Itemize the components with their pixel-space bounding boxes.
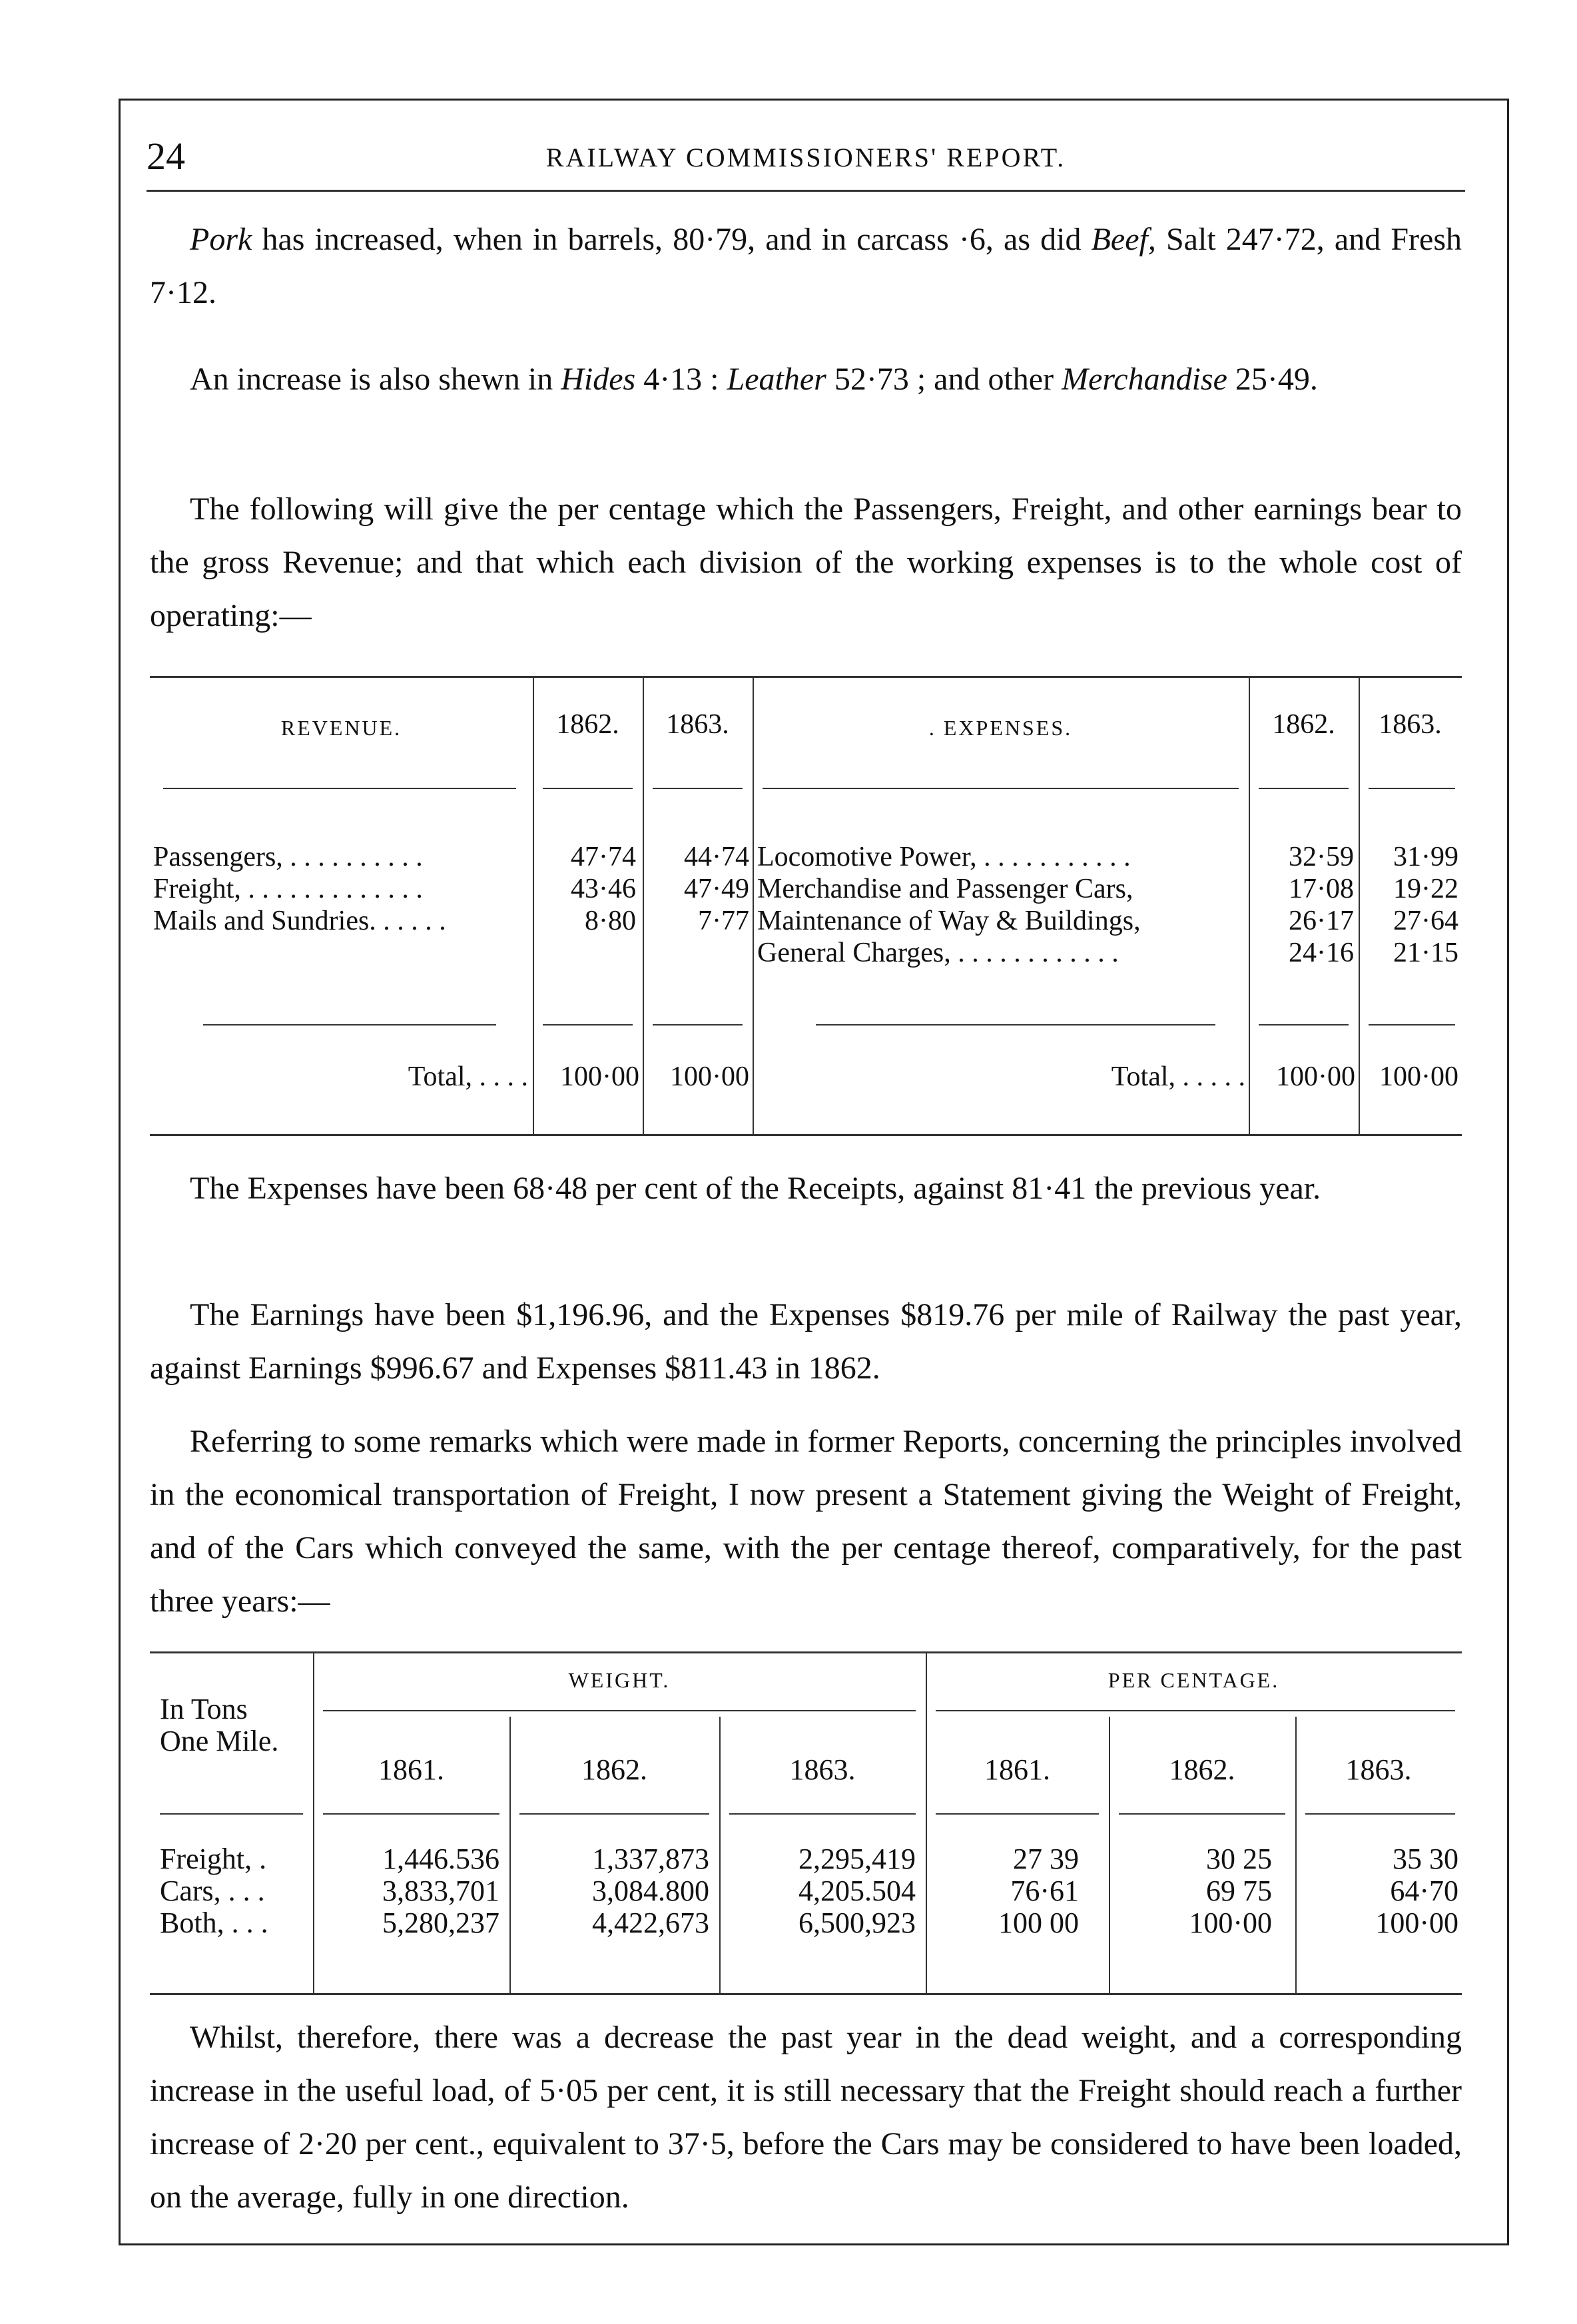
- expenses-year-1863: 1863.: [1379, 709, 1442, 740]
- cars-row-w1861: 3,833,701: [382, 1875, 499, 1907]
- expense-row-1863: 19·22: [1393, 874, 1458, 904]
- paragraph-percentage-intro: The following will give the per centage which the Passengers, Freight, and other earnings bear to the gross Revenue; and that which each division of the working expenses is to the whole cost of operating:—: [150, 491, 1462, 633]
- revenue-row-label: Freight, . . . . . . . . . . . . .: [153, 874, 423, 904]
- cars-row-w1863: 4,205.504: [798, 1875, 916, 1907]
- expense-row-label: Locomotive Power, . . . . . . . . . . .: [757, 842, 1131, 872]
- paragraph-pork: Pork has increased, when in barrels, 80·79, and in carcass ·6, as did Beef, Salt 247·72, and Fresh 7·12.: [150, 222, 1462, 310]
- stub-header-mile: One Mile.: [160, 1725, 279, 1757]
- revenue-row-label: Passengers, . . . . . . . . . .: [153, 842, 423, 872]
- freight-row-p1862: 30 25: [1206, 1843, 1272, 1875]
- leather-term: Leather: [727, 362, 826, 397]
- revenue-total-1862: 100·00: [560, 1061, 639, 1092]
- freight-row-label: Freight, .: [160, 1843, 267, 1875]
- both-row-p1861: 100 00: [998, 1906, 1079, 1939]
- beef-term: Beef,: [1091, 222, 1156, 257]
- cars-row-p1861: 76·61: [1010, 1875, 1079, 1907]
- both-row-w1861: 5,280,237: [382, 1906, 499, 1939]
- revenue-year-1862: 1862.: [556, 709, 619, 740]
- page-header: [147, 130, 1465, 192]
- expenses-header: . EXPENSES.: [928, 716, 1073, 740]
- expense-row-label: General Charges, . . . . . . . . . . . .: [757, 938, 1119, 968]
- percentage-year-1863: 1863.: [1345, 1753, 1412, 1786]
- cars-row-label: Cars, . . .: [160, 1875, 265, 1907]
- both-row-w1863: 6,500,923: [798, 1906, 916, 1939]
- weight-header: WEIGHT.: [568, 1668, 671, 1692]
- expense-row-1863: 27·64: [1393, 906, 1458, 936]
- expense-total-1862: 100·00: [1276, 1061, 1355, 1092]
- weight-year-1863: 1863.: [789, 1753, 856, 1786]
- merchandise-term: Merchandise: [1062, 362, 1227, 397]
- weight-year-1862: 1862.: [581, 1753, 647, 1786]
- freight-row-p1863: 35 30: [1393, 1843, 1458, 1875]
- revenue-row-1862: 47·74: [571, 842, 636, 872]
- revenue-row-1863: 47·49: [684, 874, 749, 904]
- expense-row-1862: 17·08: [1289, 874, 1354, 904]
- percentage-year-1861: 1861.: [984, 1753, 1050, 1786]
- revenue-total-label: Total, . . . .: [408, 1061, 528, 1092]
- expense-row-label: Merchandise and Passenger Cars,: [757, 874, 1133, 904]
- revenue-total-1863: 100·00: [670, 1061, 749, 1092]
- both-row-label: Both, . . .: [160, 1906, 268, 1939]
- paragraph-freight-statement: Referring to some remarks which were made in former Reports, concerning the principles involved in the economical transportation of Freight, I now present a Statement giving the Weight of Freight, and of the Cars which conveyed the same, with the per centage thereof, comparatively, for the past three years:—: [150, 1424, 1462, 1619]
- revenue-row-1863: 7·77: [698, 906, 749, 936]
- expense-total-1863: 100·00: [1379, 1061, 1458, 1092]
- pork-term: Pork: [190, 222, 252, 257]
- both-row-w1862: 4,422,673: [592, 1906, 709, 1939]
- expense-total-label: Total, . . . . .: [1111, 1061, 1245, 1092]
- revenue-year-1863: 1863.: [666, 709, 729, 740]
- revenue-row-1862: 8·80: [585, 906, 636, 936]
- expense-row-1862: 26·17: [1289, 906, 1354, 936]
- percentage-year-1862: 1862.: [1169, 1753, 1235, 1786]
- paragraph-expenses-ratio: The Expenses have been 68·48 per cent of the Receipts, against 81·41 the previous year.: [190, 1171, 1321, 1206]
- expense-row-label: Maintenance of Way & Buildings,: [757, 906, 1141, 936]
- weight-year-1861: 1861.: [378, 1753, 444, 1786]
- expense-row-1862: 24·16: [1289, 938, 1354, 968]
- page-number: 24: [147, 135, 185, 178]
- revenue-row-1862: 43·46: [571, 874, 636, 904]
- stub-header-tons: In Tons: [160, 1693, 248, 1725]
- revenue-expenses-table: [150, 676, 1462, 1136]
- freight-weight-table: [150, 1651, 1462, 1995]
- both-row-p1862: 100·00: [1189, 1906, 1272, 1939]
- revenue-row-1863: 44·74: [684, 842, 749, 872]
- freight-row-w1861: 1,446.536: [382, 1843, 499, 1875]
- expense-row-1863: 21·15: [1393, 938, 1458, 968]
- cars-row-p1863: 64·70: [1390, 1875, 1458, 1907]
- expense-row-1863: 31·99: [1393, 842, 1458, 872]
- both-row-p1863: 100·00: [1375, 1906, 1458, 1939]
- freight-row-w1862: 1,337,873: [592, 1843, 709, 1875]
- running-title: RAILWAY COMMISSIONERS' REPORT.: [545, 143, 1066, 172]
- paragraph-earnings: The Earnings have been $1,196.96, and the Expenses $819.76 per mile of Railway the past year, against Earnings $996.67 and Expenses $811.43 in 1862.: [150, 1297, 1462, 1386]
- percentage-header: PER CENTAGE.: [1107, 1668, 1280, 1692]
- expense-row-1862: 32·59: [1289, 842, 1354, 872]
- freight-row-w1863: 2,295,419: [798, 1843, 916, 1875]
- cars-row-w1862: 3,084.800: [592, 1875, 709, 1907]
- hides-term: Hides: [561, 362, 636, 397]
- freight-row-p1861: 27 39: [1013, 1843, 1079, 1875]
- revenue-row-label: Mails and Sundries. . . . . .: [153, 906, 446, 936]
- paragraph-hides: An increase is also shewn in Hides 4·13 : Leather 52·73 ; and other Merchandise 25·49.: [190, 362, 1318, 397]
- paragraph-conclusion: Whilst, therefore, there was a decrease the past year in the dead weight, and a corresponding increase in the useful load, of 5·05 per cent, it is still necessary that the Freight should reach a further increase of 2·20 per cent., equivalent to 37·5, before the Cars may be considered to have been loaded, on the average, fully in one direction.: [150, 2020, 1462, 2215]
- cars-row-p1862: 69 75: [1206, 1875, 1272, 1907]
- expenses-year-1862: 1862.: [1272, 709, 1335, 740]
- revenue-header: REVENUE.: [280, 716, 402, 740]
